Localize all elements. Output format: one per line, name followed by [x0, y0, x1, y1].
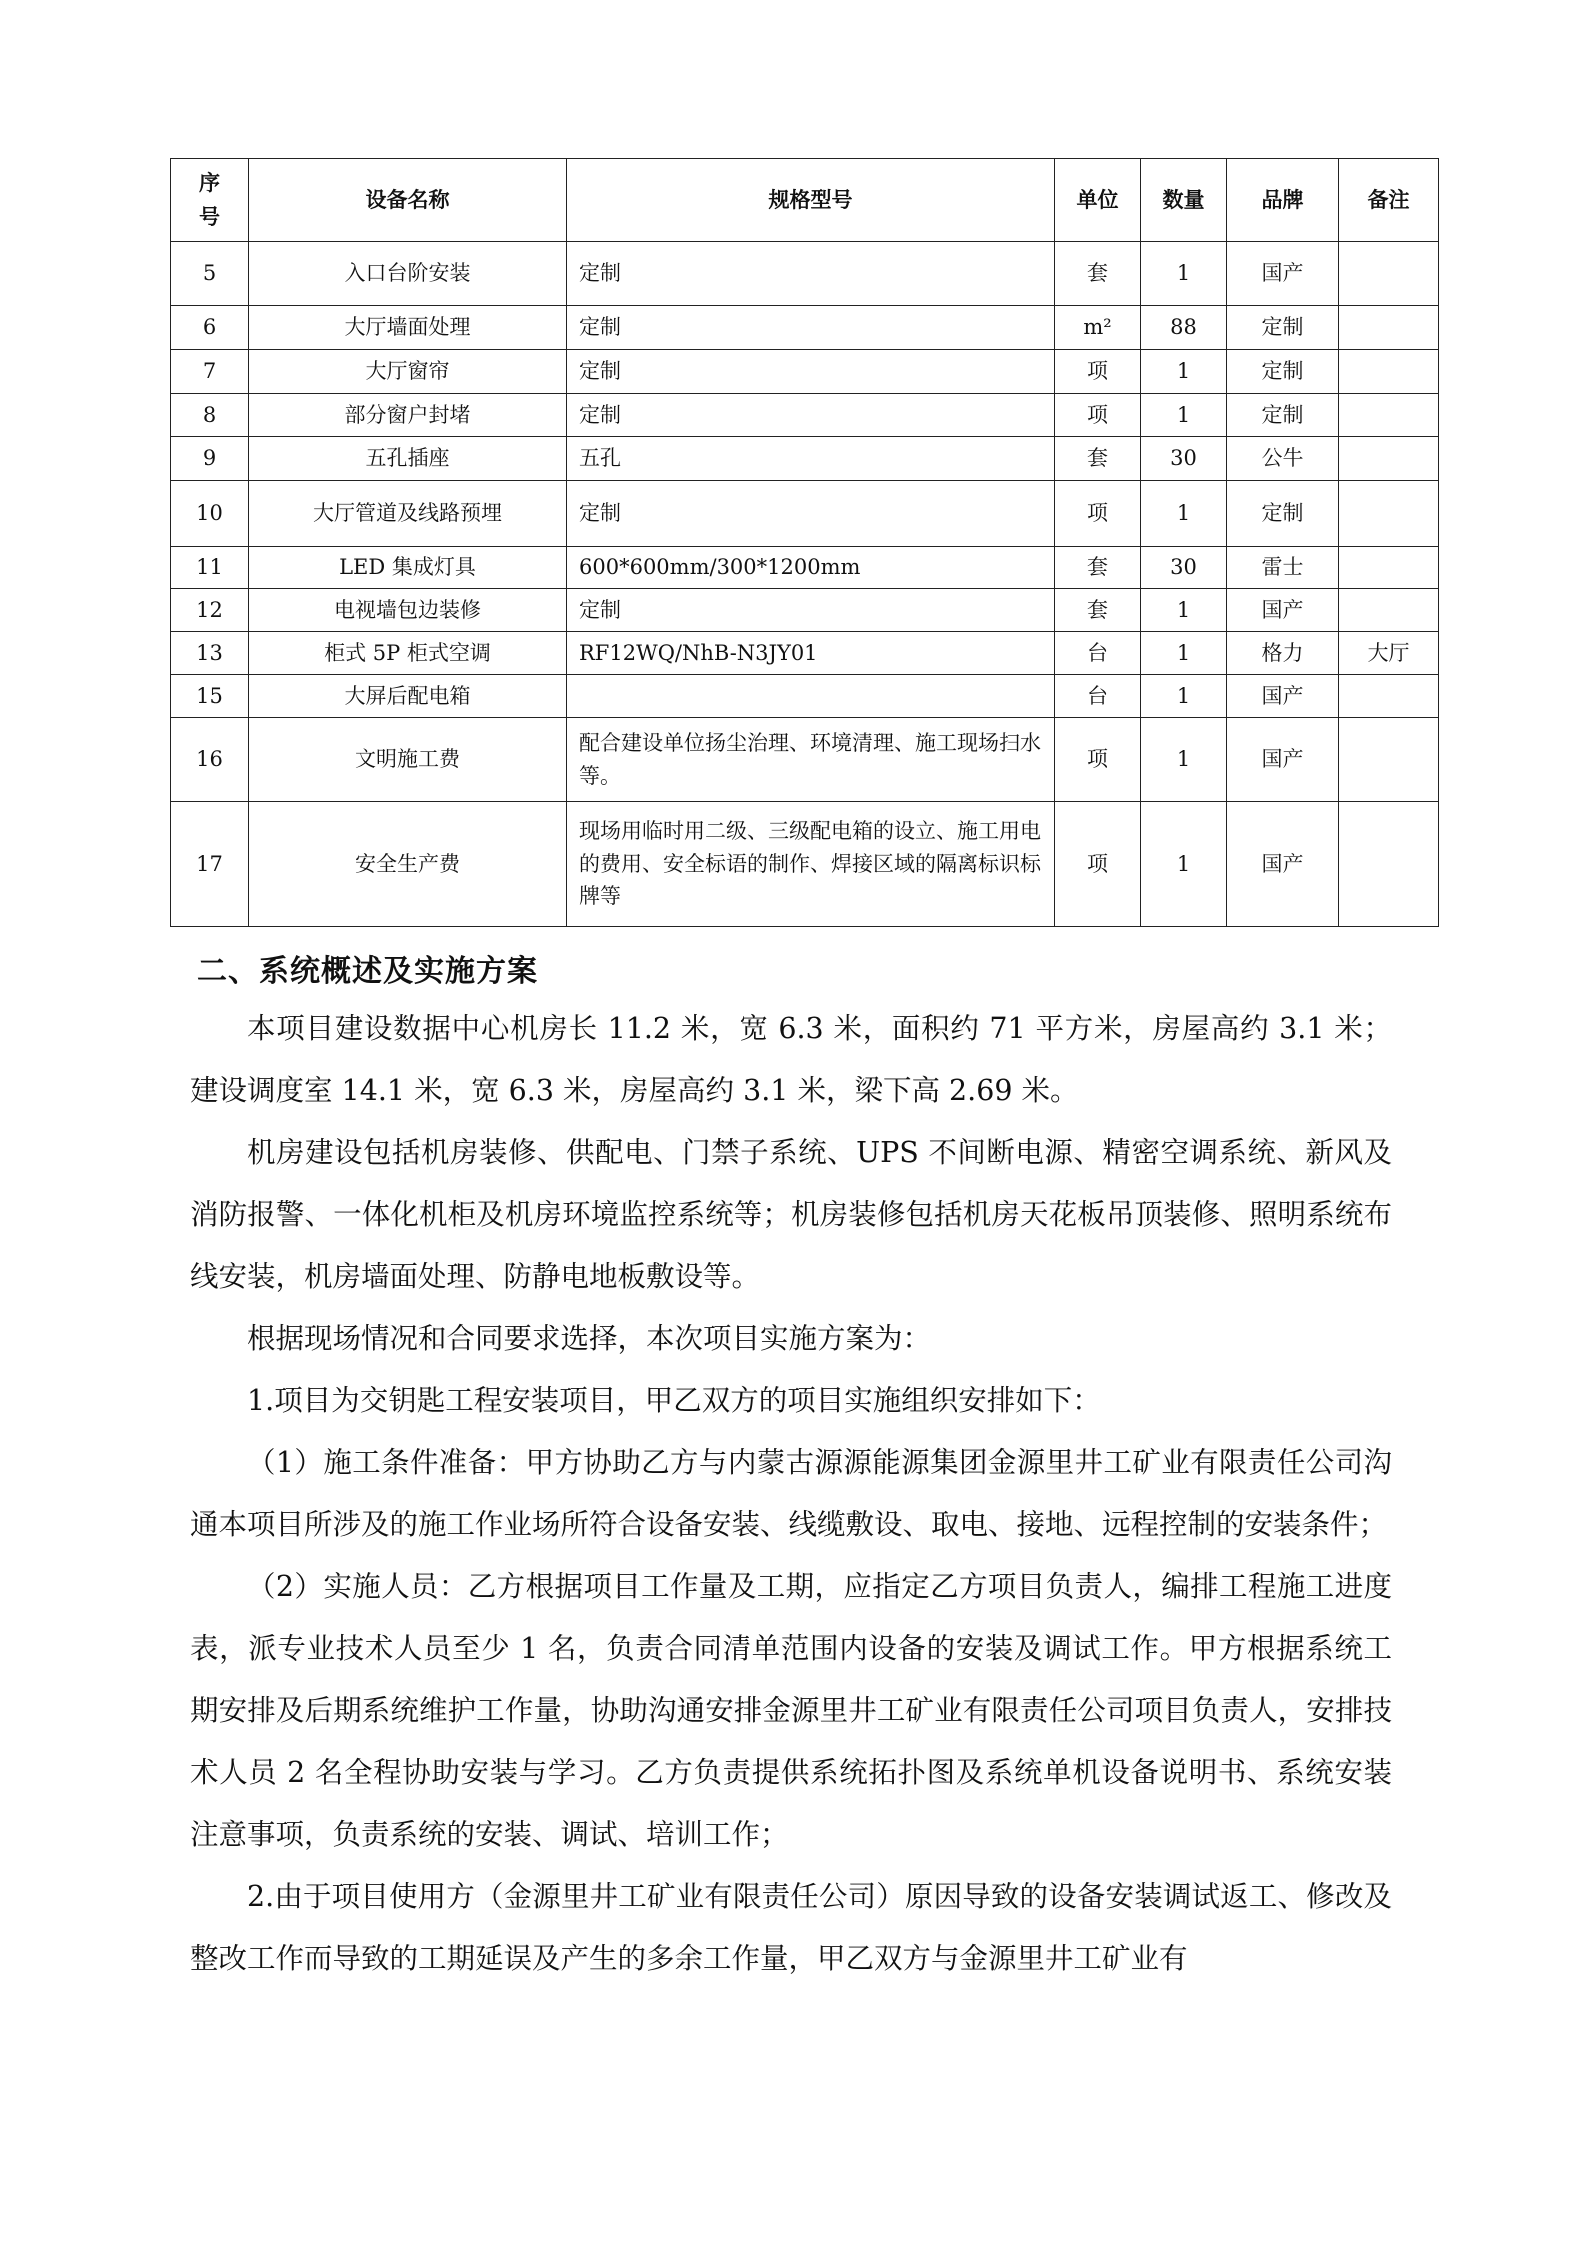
cell-brand: 格力: [1227, 632, 1339, 675]
cell-name: 大厅管道及线路预埋: [249, 481, 567, 547]
table-row: [171, 547, 1439, 589]
cell-name: 入口台阶安装: [249, 242, 567, 306]
header-qty: 数量: [1141, 159, 1227, 242]
cell-note: [1339, 242, 1439, 306]
header-seq-1: 序: [199, 170, 220, 196]
header-seq-2: 号: [199, 204, 220, 229]
cell-spec: 配合建设单位扬尘治理、环境清理、施工现场扫水等。: [567, 718, 1055, 802]
cell-name: 文明施工费: [249, 718, 567, 802]
cell-unit: 项: [1055, 350, 1141, 394]
table-row: [171, 242, 1439, 306]
cell-note: 大厅: [1339, 632, 1439, 675]
cell-name: 电视墙包边装修: [249, 589, 567, 632]
cell-seq: 12: [171, 589, 249, 632]
cell-unit: 项: [1055, 802, 1141, 927]
cell-name: 五孔插座: [249, 437, 567, 481]
table-row: [171, 481, 1439, 547]
cell-brand: 国产: [1227, 242, 1339, 306]
cell-qty: 30: [1141, 437, 1227, 481]
table-row: [171, 306, 1439, 350]
cell-qty: 30: [1141, 547, 1227, 589]
cell-note: [1339, 481, 1439, 547]
cell-note: [1339, 589, 1439, 632]
paragraph: （2）实施人员：乙方根据项目工作量及工期，应指定乙方项目负责人，编排工程施工进度表，派专业技术人员至少 1 名，负责合同清单范围内设备的安装及调试工作。甲方根据系统工期安排及后期系统维护工作量，协助沟通安排金源里井工矿业有限责任公司项目负责人，安排技术人员 2 名全程协助安装与学习。乙方负责提供系统拓扑图及系统单机设备说明书、系统安装注意事项，负责系统的安装、调试、培训工作；: [190, 1570, 1392, 1851]
cell-unit: 套: [1055, 547, 1141, 589]
cell-spec: 定制: [567, 306, 1055, 350]
table-row: [171, 350, 1439, 394]
paragraph: 2.由于项目使用方（金源里井工矿业有限责任公司）原因导致的设备安装调试返工、修改及整改工作而导致的工期延误及产生的多余工作量，甲乙双方与金源里井工矿业有: [190, 1880, 1392, 1975]
cell-note: [1339, 437, 1439, 481]
cell-unit: 台: [1055, 675, 1141, 718]
cell-note: [1339, 802, 1439, 927]
section-title: 二、系统概述及实施方案: [197, 954, 538, 989]
cell-spec: RF12WQ/NhB-N3JY01: [567, 632, 1055, 675]
table-row: [171, 718, 1439, 802]
cell-brand: 定制: [1227, 394, 1339, 437]
cell-seq: 10: [171, 481, 249, 547]
cell-seq: 13: [171, 632, 249, 675]
cell-name: 大厅窗帘: [249, 350, 567, 394]
table-row: [171, 632, 1439, 675]
cell-spec: 定制: [567, 481, 1055, 547]
paragraph: （1）施工条件准备：甲方协助乙方与内蒙古源源能源集团金源里井工矿业有限责任公司沟通本项目所涉及的施工作业场所符合设备安装、线缆敷设、取电、接地、远程控制的安装条件；: [190, 1446, 1392, 1541]
cell-brand: 国产: [1227, 589, 1339, 632]
cell-seq: 11: [171, 547, 249, 589]
cell-seq: 8: [171, 394, 249, 437]
paragraph: 本项目建设数据中心机房长 11.2 米，宽 6.3 米，面积约 71 平方米，房屋高约 3.1 米；建设调度室 14.1 米，宽 6.3 米，房屋高约 3.1 米，梁下高 2.69 米。: [190, 1012, 1392, 1107]
cell-seq: 9: [171, 437, 249, 481]
cell-brand: 公牛: [1227, 437, 1339, 481]
equipment-table: [170, 158, 1439, 927]
cell-spec: 600*600mm/300*1200mm: [567, 547, 1055, 589]
header-brand: 品牌: [1227, 159, 1339, 242]
cell-spec: [567, 675, 1055, 718]
cell-spec: 现场用临时用二级、三级配电箱的设立、施工用电的费用、安全标语的制作、焊接区域的隔离标识标牌等: [567, 802, 1055, 927]
cell-qty: 1: [1141, 632, 1227, 675]
cell-spec: 定制: [567, 589, 1055, 632]
cell-name: 部分窗户封堵: [249, 394, 567, 437]
cell-name: 大屏后配电箱: [249, 675, 567, 718]
header-seq: [171, 159, 249, 242]
cell-spec: 定制: [567, 350, 1055, 394]
cell-brand: 国产: [1227, 718, 1339, 802]
table-row: [171, 675, 1439, 718]
cell-note: [1339, 394, 1439, 437]
cell-qty: 88: [1141, 306, 1227, 350]
cell-seq: 15: [171, 675, 249, 718]
cell-name: LED 集成灯具: [249, 547, 567, 589]
cell-brand: 国产: [1227, 802, 1339, 927]
cell-note: [1339, 306, 1439, 350]
table-row: [171, 437, 1439, 481]
cell-seq: 16: [171, 718, 249, 802]
cell-seq: 5: [171, 242, 249, 306]
cell-unit: 套: [1055, 242, 1141, 306]
cell-spec: 定制: [567, 394, 1055, 437]
cell-brand: 定制: [1227, 306, 1339, 350]
header-note: 备注: [1339, 159, 1439, 242]
cell-qty: 1: [1141, 481, 1227, 547]
cell-note: [1339, 675, 1439, 718]
cell-note: [1339, 350, 1439, 394]
cell-brand: 雷士: [1227, 547, 1339, 589]
cell-qty: 1: [1141, 242, 1227, 306]
header-name: 设备名称: [249, 159, 567, 242]
cell-note: [1339, 547, 1439, 589]
cell-brand: 定制: [1227, 350, 1339, 394]
header-unit: 单位: [1055, 159, 1141, 242]
paragraph: 根据现场情况和合同要求选择，本次项目实施方案为：: [247, 1322, 932, 1355]
table-row: [171, 802, 1439, 927]
table-row: [171, 589, 1439, 632]
paragraph: 机房建设包括机房装修、供配电、门禁子系统、UPS 不间断电源、精密空调系统、新风及消防报警、一体化机柜及机房环境监控系统等；机房装修包括机房天花板吊顶装修、照明系统布线安装，机房墙面处理、防静电地板敷设等。: [190, 1136, 1392, 1293]
cell-qty: 1: [1141, 394, 1227, 437]
cell-seq: 7: [171, 350, 249, 394]
cell-name: 安全生产费: [249, 802, 567, 927]
header-spec: 规格型号: [567, 159, 1055, 242]
cell-unit: 项: [1055, 718, 1141, 802]
cell-brand: 国产: [1227, 675, 1339, 718]
cell-qty: 1: [1141, 589, 1227, 632]
cell-spec: 五孔: [567, 437, 1055, 481]
cell-seq: 17: [171, 802, 249, 927]
cell-name: 大厅墙面处理: [249, 306, 567, 350]
cell-unit: 台: [1055, 632, 1141, 675]
cell-seq: 6: [171, 306, 249, 350]
cell-qty: 1: [1141, 350, 1227, 394]
cell-name: 柜式 5P 柜式空调: [249, 632, 567, 675]
paragraph: 1.项目为交钥匙工程安装项目，甲乙双方的项目实施组织安排如下：: [247, 1384, 1101, 1417]
cell-unit: m²: [1055, 306, 1141, 350]
cell-unit: 套: [1055, 589, 1141, 632]
cell-qty: 1: [1141, 718, 1227, 802]
cell-note: [1339, 718, 1439, 802]
cell-unit: 套: [1055, 437, 1141, 481]
cell-qty: 1: [1141, 675, 1227, 718]
table-row: [171, 394, 1439, 437]
cell-qty: 1: [1141, 802, 1227, 927]
cell-spec: 定制: [567, 242, 1055, 306]
table-header-row: [171, 159, 1439, 242]
cell-brand: 定制: [1227, 481, 1339, 547]
cell-unit: 项: [1055, 481, 1141, 547]
section-body: [190, 998, 1392, 1990]
cell-unit: 项: [1055, 394, 1141, 437]
